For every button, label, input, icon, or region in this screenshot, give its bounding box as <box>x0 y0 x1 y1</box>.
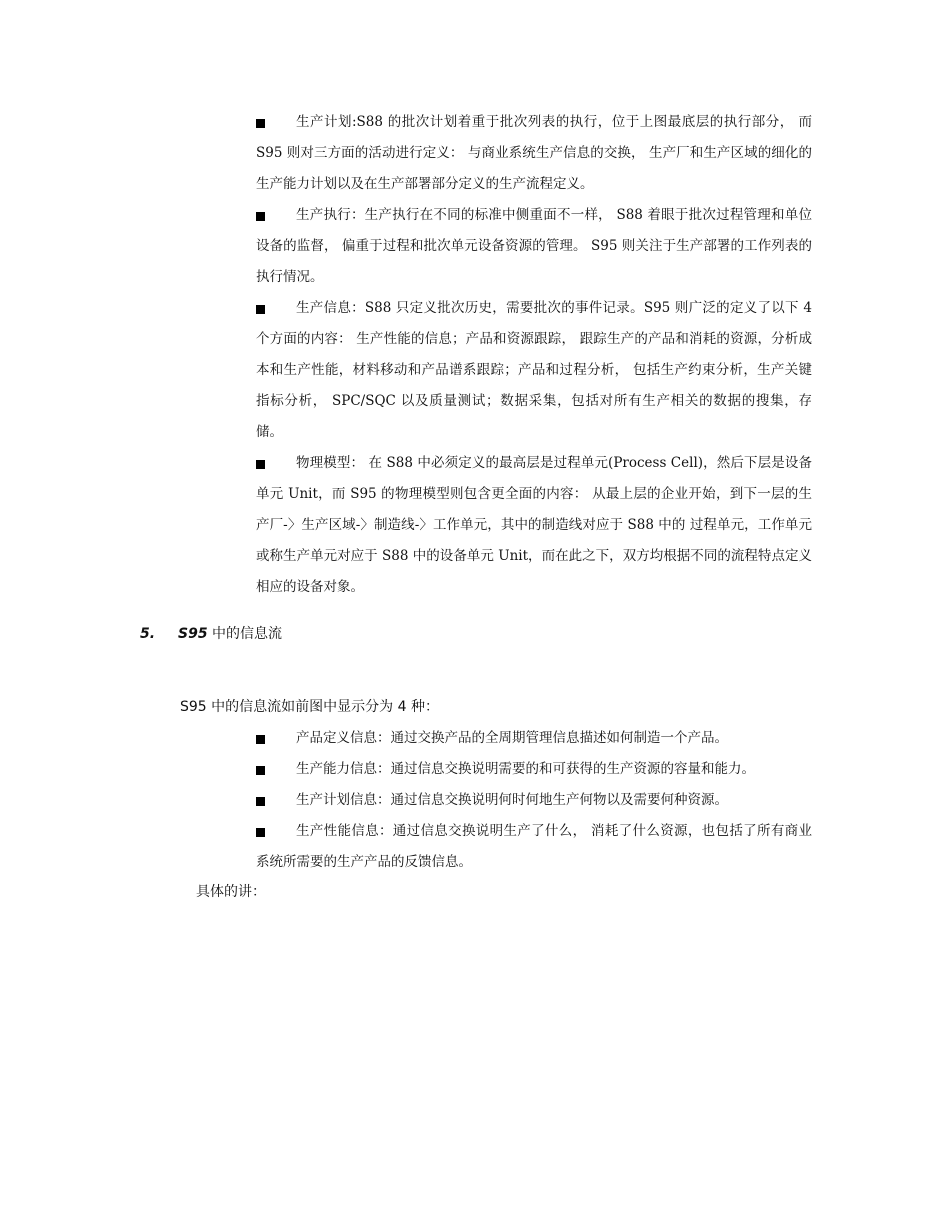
square-bullet-icon <box>256 305 265 314</box>
list-item-production-performance <box>256 816 812 878</box>
section-number: 5. <box>140 626 156 642</box>
list-item-production-information <box>256 293 812 448</box>
list-item-production-execution <box>256 200 812 293</box>
list-item-production-plan <box>256 107 812 200</box>
square-bullet-icon <box>256 766 265 775</box>
square-bullet-icon <box>256 119 265 128</box>
list-item-text: 生产计划信息：通过信息交换说明何时何地生产何物以及需要何种资源。 <box>296 792 728 808</box>
list-item-production-schedule <box>256 785 812 816</box>
list-item-text: 生产计划:S88 的批次计划着重于批次列表的执行，位于上图最底层的执行部分， 而S95 则对三方面的活动进行定义： 与商业系统生产信息的交换， 生产厂和生产区域的细化的生产能力计划以及在生产部署部分定义的生产流程定义。 <box>256 114 812 192</box>
list-item-text: 生产性能信息：通过信息交换说明生产了什么， 消耗了什么资源，也包括了所有商业系统所需要的生产产品的反馈信息。 <box>256 823 812 870</box>
list-item-physical-model <box>256 448 812 603</box>
section-heading <box>140 622 282 646</box>
section-title: 中的信息流 <box>212 626 283 642</box>
square-bullet-icon <box>256 828 265 837</box>
list-item-product-definition <box>256 723 812 754</box>
list-item-production-capability <box>256 754 812 785</box>
intro-paragraph: S95 中的信息流如前图中显示分为 4 种： <box>180 699 439 715</box>
list-item-text: 物理模型： 在 S88 中必须定义的最高层是过程单元(Process Cell)，然后下层是设备单元 Unit，而 S95 的物理模型则包含更全面的内容： 从最上层的企业开始，到下一层的生产厂-〉生产区域-〉制造线-〉工作单元，其中的制造线对应于 S88 中的 过程单元，工作单元或称生产单元对应于 S88 中的设备单元 Unit，而在此之下，双方均根据不同的流程特点定义相应的设备对象。 <box>256 455 812 595</box>
list-item-text: 生产信息：S88 只定义批次历史，需要批次的事件记录。S95 则广泛的定义了以下 4 个方面的内容： 生产性能的信息；产品和资源跟踪， 跟踪生产的产品和消耗的资源，分析成本和生产性能，材料移动和产品谱系跟踪；产品和过程分析， 包括生产约束分析，生产关键指标分析， SPC/SQC 以及质量测试；数据采集，包括对所有生产相关的数据的搜集，存储。 <box>256 300 812 440</box>
square-bullet-icon <box>256 797 265 806</box>
section-code: S95 <box>178 626 208 642</box>
square-bullet-icon <box>256 212 265 221</box>
list-item-text: 生产能力信息：通过信息交换说明需要的和可获得的生产资源的容量和能力。 <box>296 761 755 777</box>
square-bullet-icon <box>256 460 265 469</box>
square-bullet-icon <box>256 735 265 744</box>
closing-line: 具体的讲： <box>196 884 266 900</box>
list-item-text: 生产执行：生产执行在不同的标准中侧重面不一样， S88 着眼于批次过程管理和单位设备的监督， 偏重于过程和批次单元设备资源的管理。 S95 则关注于生产部署的工作列表的执行情况。 <box>256 207 812 285</box>
list-item-text: 产品定义信息：通过交换产品的全周期管理信息描述如何制造一个产品。 <box>296 730 728 746</box>
